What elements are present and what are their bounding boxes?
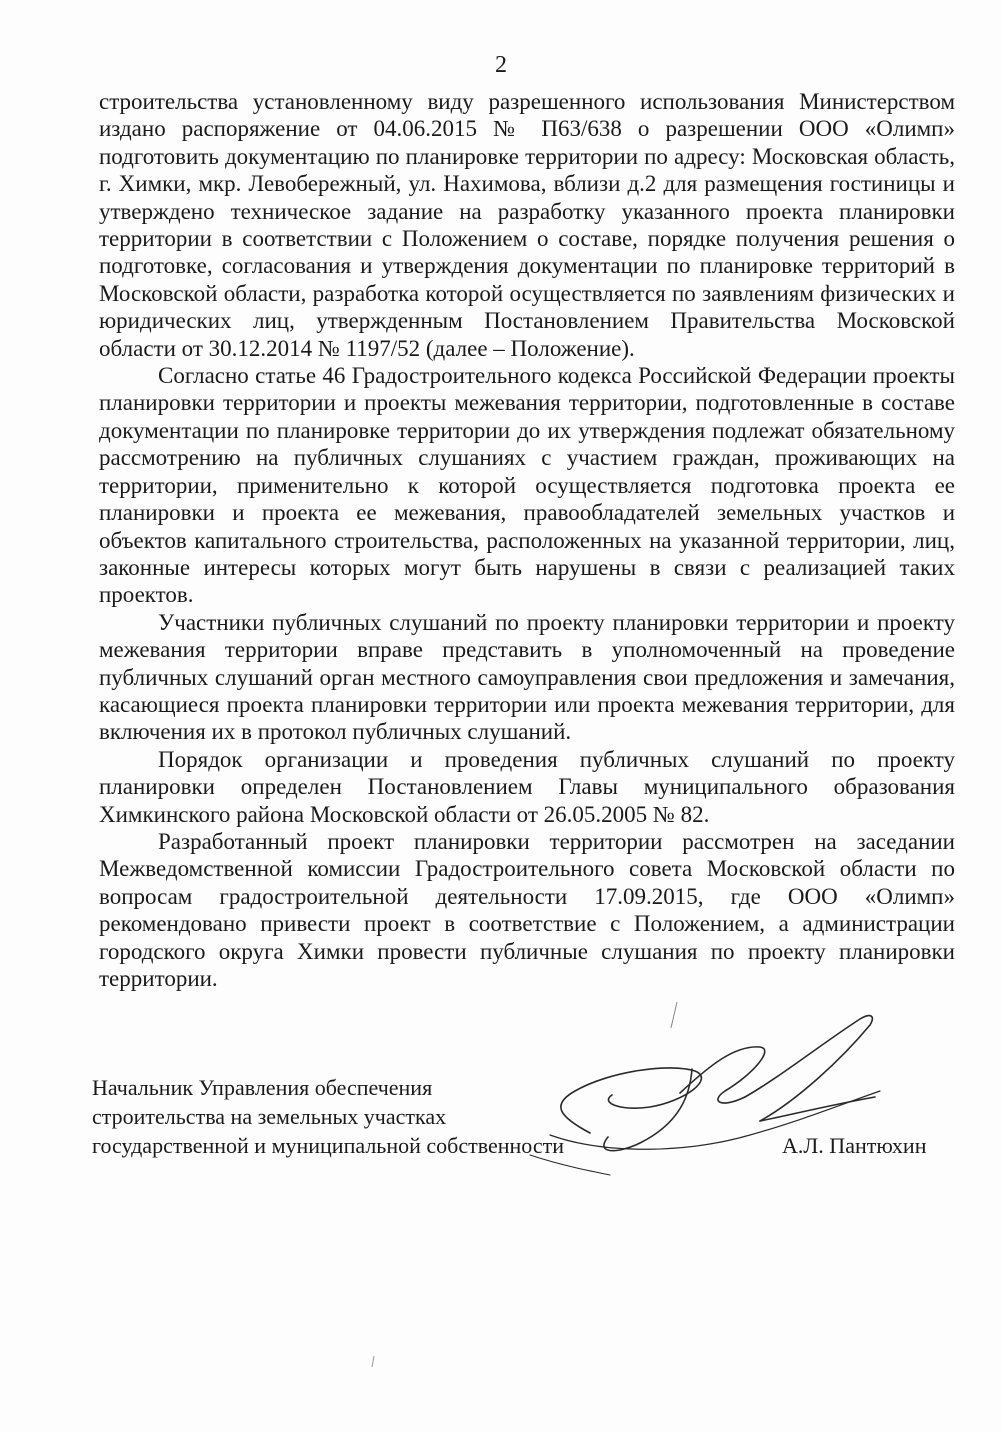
paragraph-5: Разработанный проект планировки территории рассмотрен на заседании Межведомственной комиссии Градостроительного совета Московской области по вопросам градостроительной деятельности 17.09.2015, где ООО «Олимп» рекомендовано привести проект в соответствие с Положением, а администрации городского округа Химки провести публичные слушания по проекту планировки территории. xyxy=(99,828,955,991)
signature-position-line-1: Начальник Управления обеспечения xyxy=(92,1075,433,1100)
document-body xyxy=(99,88,955,992)
scan-speck xyxy=(370,1355,376,1369)
page-number: 2 xyxy=(495,52,507,78)
scan-speck xyxy=(668,1000,680,1030)
signature-position xyxy=(92,1073,592,1160)
paragraph-1: строительства установленному виду разрешенного использования Министерством издано распоряжение от 04.06.2015 № П63/638 о разрешении ООО «Олимп» подготовить документацию по планировке территории по адресу: Московская область, г. Химки, мкр. Левобережный, ул. Нахимова, вблизи д.2 для размещения гостиницы и утверждено техническое задание на разработку указанного проекта планировки территории в соответствии с Положением о составе, порядке получения решения о подготовке, согласования и утверждения документации по планировке территорий в Московской области, разработка которой осуществляется по заявлениям физических и юридических лиц, утвержденным Постановлением Правительства Московской области от 30.12.2014 № 1197/52 (далее – Положение). xyxy=(99,89,955,361)
signature-position-line-2: строительства на земельных участках xyxy=(92,1104,447,1129)
signature-position-line-3: государственной и муниципальной собственности xyxy=(92,1133,564,1158)
paragraph-3: Участники публичных слушаний по проекту планировки территории и проекту межевания территории вправе представить в уполномоченный на проведение публичных слушаний орган местного самоуправления свои предложения и замечания, касающиеся проекта планировки территории или проекта межевания территории, для включения их в протокол публичных слушаний. xyxy=(99,609,955,745)
paragraph-2: Согласно статье 46 Градостроительного кодекса Российской Федерации проекты планировки территории и проекты межевания территории, подготовленные в составе документации по планировке территории до их утверждения подлежат обязательному рассмотрению на публичных слушаниях с участием граждан, проживающих на территории, применительно к которой осуществляется подготовка проекта ее планировки и проекта ее межевания, правообладателей земельных участков и объектов капитального строительства, расположенных на указанной территории, лиц, законные интересы которых могут быть нарушены в связи с реализацией таких проектов. xyxy=(99,363,955,608)
paragraph-4: Порядок организации и проведения публичных слушаний по проекту планировки определен Постановлением Главы муниципального образования Химкинского района Московской области от 26.05.2005 № 82. xyxy=(99,746,955,827)
signatory-name: А.Л. Пантюхин xyxy=(782,1133,927,1158)
